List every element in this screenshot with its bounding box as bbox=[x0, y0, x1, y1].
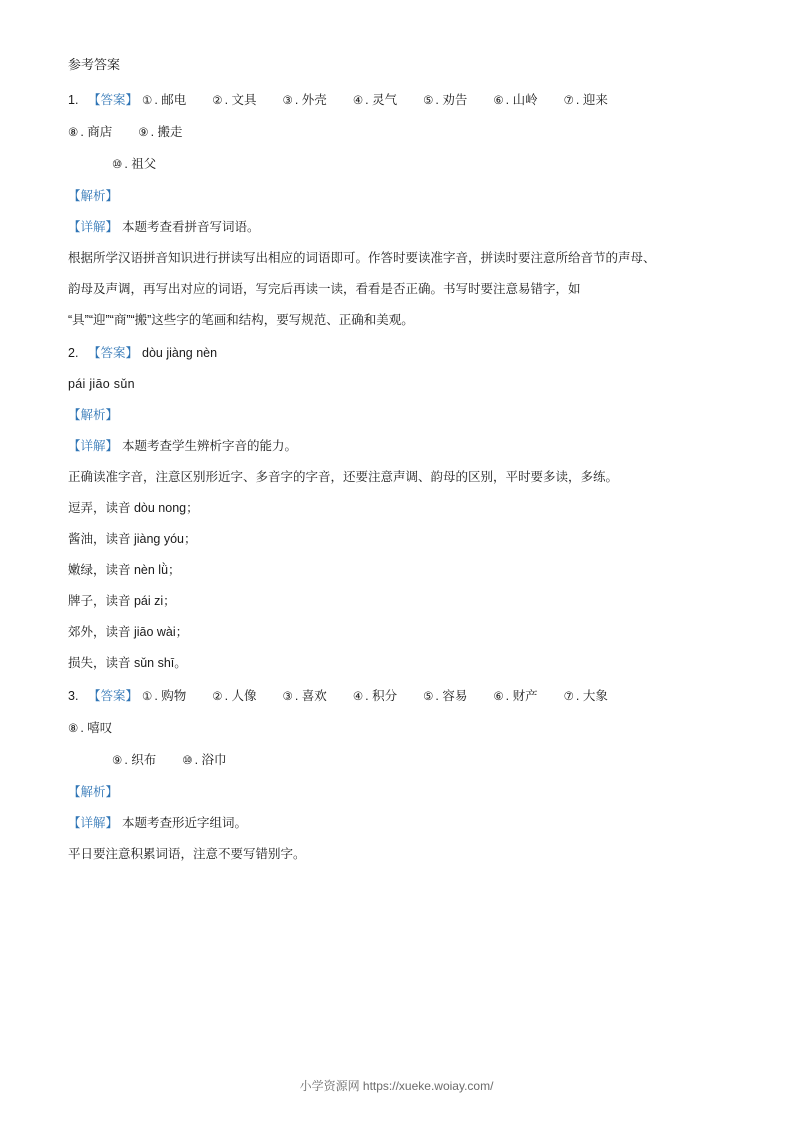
answer-item bbox=[112, 745, 156, 777]
answer-marker: ⑥ bbox=[493, 95, 504, 107]
detail-tag: 【详解】 bbox=[68, 816, 119, 830]
analysis-tag: 【解析】 bbox=[68, 408, 119, 422]
detail-paragraph bbox=[68, 431, 725, 462]
analysis-tag: 【解析】 bbox=[68, 785, 119, 799]
analysis-paragraph: 平日要注意积累词语，注意不要写错别字。 bbox=[68, 847, 306, 861]
answer-text: . 织布 bbox=[124, 753, 157, 767]
analysis-tag: 【解析】 bbox=[68, 189, 119, 203]
answer-text: . 喜欢 bbox=[294, 689, 327, 703]
detail-paragraph bbox=[68, 212, 725, 243]
answer-item bbox=[564, 85, 608, 117]
page-footer bbox=[0, 1077, 793, 1094]
question-number: 2. bbox=[68, 346, 79, 360]
pinyin-item: 郊外，读音 jiāo wài； bbox=[68, 625, 189, 639]
analysis-paragraph: 正确读准字音，注意区别形近字、多音字的字音，还要注意声调、韵母的区别，平时要多读，多练。 bbox=[68, 470, 619, 484]
answer-item bbox=[212, 681, 256, 713]
answer-item bbox=[212, 85, 256, 117]
answer-marker: ④ bbox=[352, 691, 364, 703]
answer-text: . 邮电 bbox=[154, 93, 187, 107]
answer-tag: 【答案】 bbox=[88, 346, 139, 360]
answer-item bbox=[142, 681, 186, 713]
answer-text: . 人像 bbox=[224, 689, 257, 703]
answer-text: . 大象 bbox=[575, 689, 608, 703]
question-block-3 bbox=[68, 681, 725, 870]
answer-text: . 容易 bbox=[435, 689, 468, 703]
answer-line bbox=[68, 745, 725, 777]
answer-item bbox=[423, 85, 467, 117]
question-block-1 bbox=[68, 85, 725, 336]
answer-tag: 【答案】 bbox=[88, 689, 139, 703]
answer-text: . 嘻叹 bbox=[80, 721, 113, 735]
answer-item bbox=[138, 117, 182, 149]
detail-text: 本题考查学生辨析字音的能力。 bbox=[122, 439, 298, 453]
pinyin-answer-line2: pái jiāo sǔn bbox=[68, 377, 135, 391]
answer-marker: ⑨ bbox=[138, 127, 149, 139]
answer-marker: ③ bbox=[282, 95, 293, 107]
detail-text: 本题考查看拼音写词语。 bbox=[122, 220, 260, 234]
answer-marker: ⑦ bbox=[563, 691, 574, 703]
answer-marker: ⑩ bbox=[112, 159, 123, 171]
question-number: 3. bbox=[68, 689, 79, 703]
answer-item bbox=[423, 681, 467, 713]
answer-item bbox=[182, 745, 226, 777]
answer-text: . 迎来 bbox=[575, 93, 608, 107]
answer-line bbox=[68, 149, 725, 181]
answer-text: . 购物 bbox=[154, 689, 187, 703]
question-block-2 bbox=[68, 338, 725, 679]
answer-text: . 财产 bbox=[505, 689, 538, 703]
detail-paragraph bbox=[68, 808, 725, 839]
analysis-paragraph: 根据所学汉语拼音知识进行拼读写出相应的词语即可。作答时要读准字音，拼读时要注意所给音节的声母、 bbox=[68, 251, 656, 265]
answer-marker: ② bbox=[212, 95, 223, 107]
pinyin-item: 逗弄，读音 dòu nong； bbox=[68, 501, 199, 515]
answer-item bbox=[353, 681, 397, 713]
detail-tag: 【详解】 bbox=[68, 220, 119, 234]
answer-item bbox=[112, 149, 156, 181]
answer-text: . 山岭 bbox=[505, 93, 538, 107]
answer-text: . 积分 bbox=[365, 689, 398, 703]
answer-item bbox=[68, 117, 112, 149]
answer-item bbox=[142, 85, 186, 117]
answer-line bbox=[68, 713, 725, 745]
pinyin-item: 酱油，读音 jiàng yóu； bbox=[68, 532, 197, 546]
answer-line bbox=[68, 85, 725, 117]
answer-text: . 商店 bbox=[80, 125, 113, 139]
answer-item bbox=[283, 681, 327, 713]
answer-item bbox=[493, 85, 537, 117]
answer-marker: ⑤ bbox=[423, 691, 434, 703]
pinyin-item: 牌子，读音 pái zi； bbox=[68, 594, 176, 608]
pinyin-answer: dòu jiàng nèn bbox=[142, 346, 218, 360]
answer-marker: ⑥ bbox=[493, 691, 504, 703]
answer-marker: ⑧ bbox=[68, 723, 79, 735]
answer-marker: ① bbox=[142, 95, 153, 107]
answer-item bbox=[68, 713, 112, 745]
answer-item bbox=[283, 85, 327, 117]
answer-text: . 劝告 bbox=[435, 93, 468, 107]
answer-line bbox=[68, 338, 725, 369]
answer-marker: ① bbox=[142, 691, 153, 703]
answer-text: . 搬走 bbox=[150, 125, 183, 139]
answer-item bbox=[353, 85, 397, 117]
answer-tag: 【答案】 bbox=[88, 93, 139, 107]
answer-line bbox=[68, 117, 725, 149]
answer-marker: ⑩ bbox=[182, 755, 193, 767]
page-title: 参考答案 bbox=[68, 57, 121, 72]
answer-marker: ⑨ bbox=[112, 755, 123, 767]
answer-marker: ③ bbox=[282, 691, 293, 703]
answer-text: . 灵气 bbox=[365, 93, 398, 107]
answer-marker: ⑤ bbox=[423, 95, 434, 107]
detail-text: 本题考查形近字组词。 bbox=[122, 816, 248, 830]
answer-item bbox=[564, 681, 608, 713]
answer-text: . 祖父 bbox=[124, 157, 157, 171]
pinyin-item: 嫩绿，读音 nèn lǜ； bbox=[68, 563, 181, 577]
footer-text: 小学资源网 https://xueke.woiay.com/ bbox=[299, 1079, 494, 1093]
answer-item bbox=[493, 681, 537, 713]
answer-marker: ② bbox=[212, 691, 223, 703]
answer-text: . 浴巾 bbox=[194, 753, 227, 767]
analysis-paragraph: 韵母及声调，再写出对应的词语，写完后再读一读，看看是否正确。书写时要注意易错字，如 bbox=[68, 282, 581, 296]
answer-text: . 外壳 bbox=[294, 93, 327, 107]
answer-marker: ⑧ bbox=[68, 127, 79, 139]
question-number: 1. bbox=[68, 93, 79, 107]
detail-tag: 【详解】 bbox=[68, 439, 119, 453]
analysis-paragraph: “具”“迎”“商”“搬”这些字的笔画和结构，要写规范、正确和美观。 bbox=[68, 313, 414, 327]
answer-line bbox=[68, 681, 725, 713]
answer-text: . 文具 bbox=[224, 93, 257, 107]
answer-marker: ④ bbox=[352, 95, 364, 107]
pinyin-item: 损失，读音 sǔn shī。 bbox=[68, 656, 187, 670]
answer-marker: ⑦ bbox=[563, 95, 574, 107]
